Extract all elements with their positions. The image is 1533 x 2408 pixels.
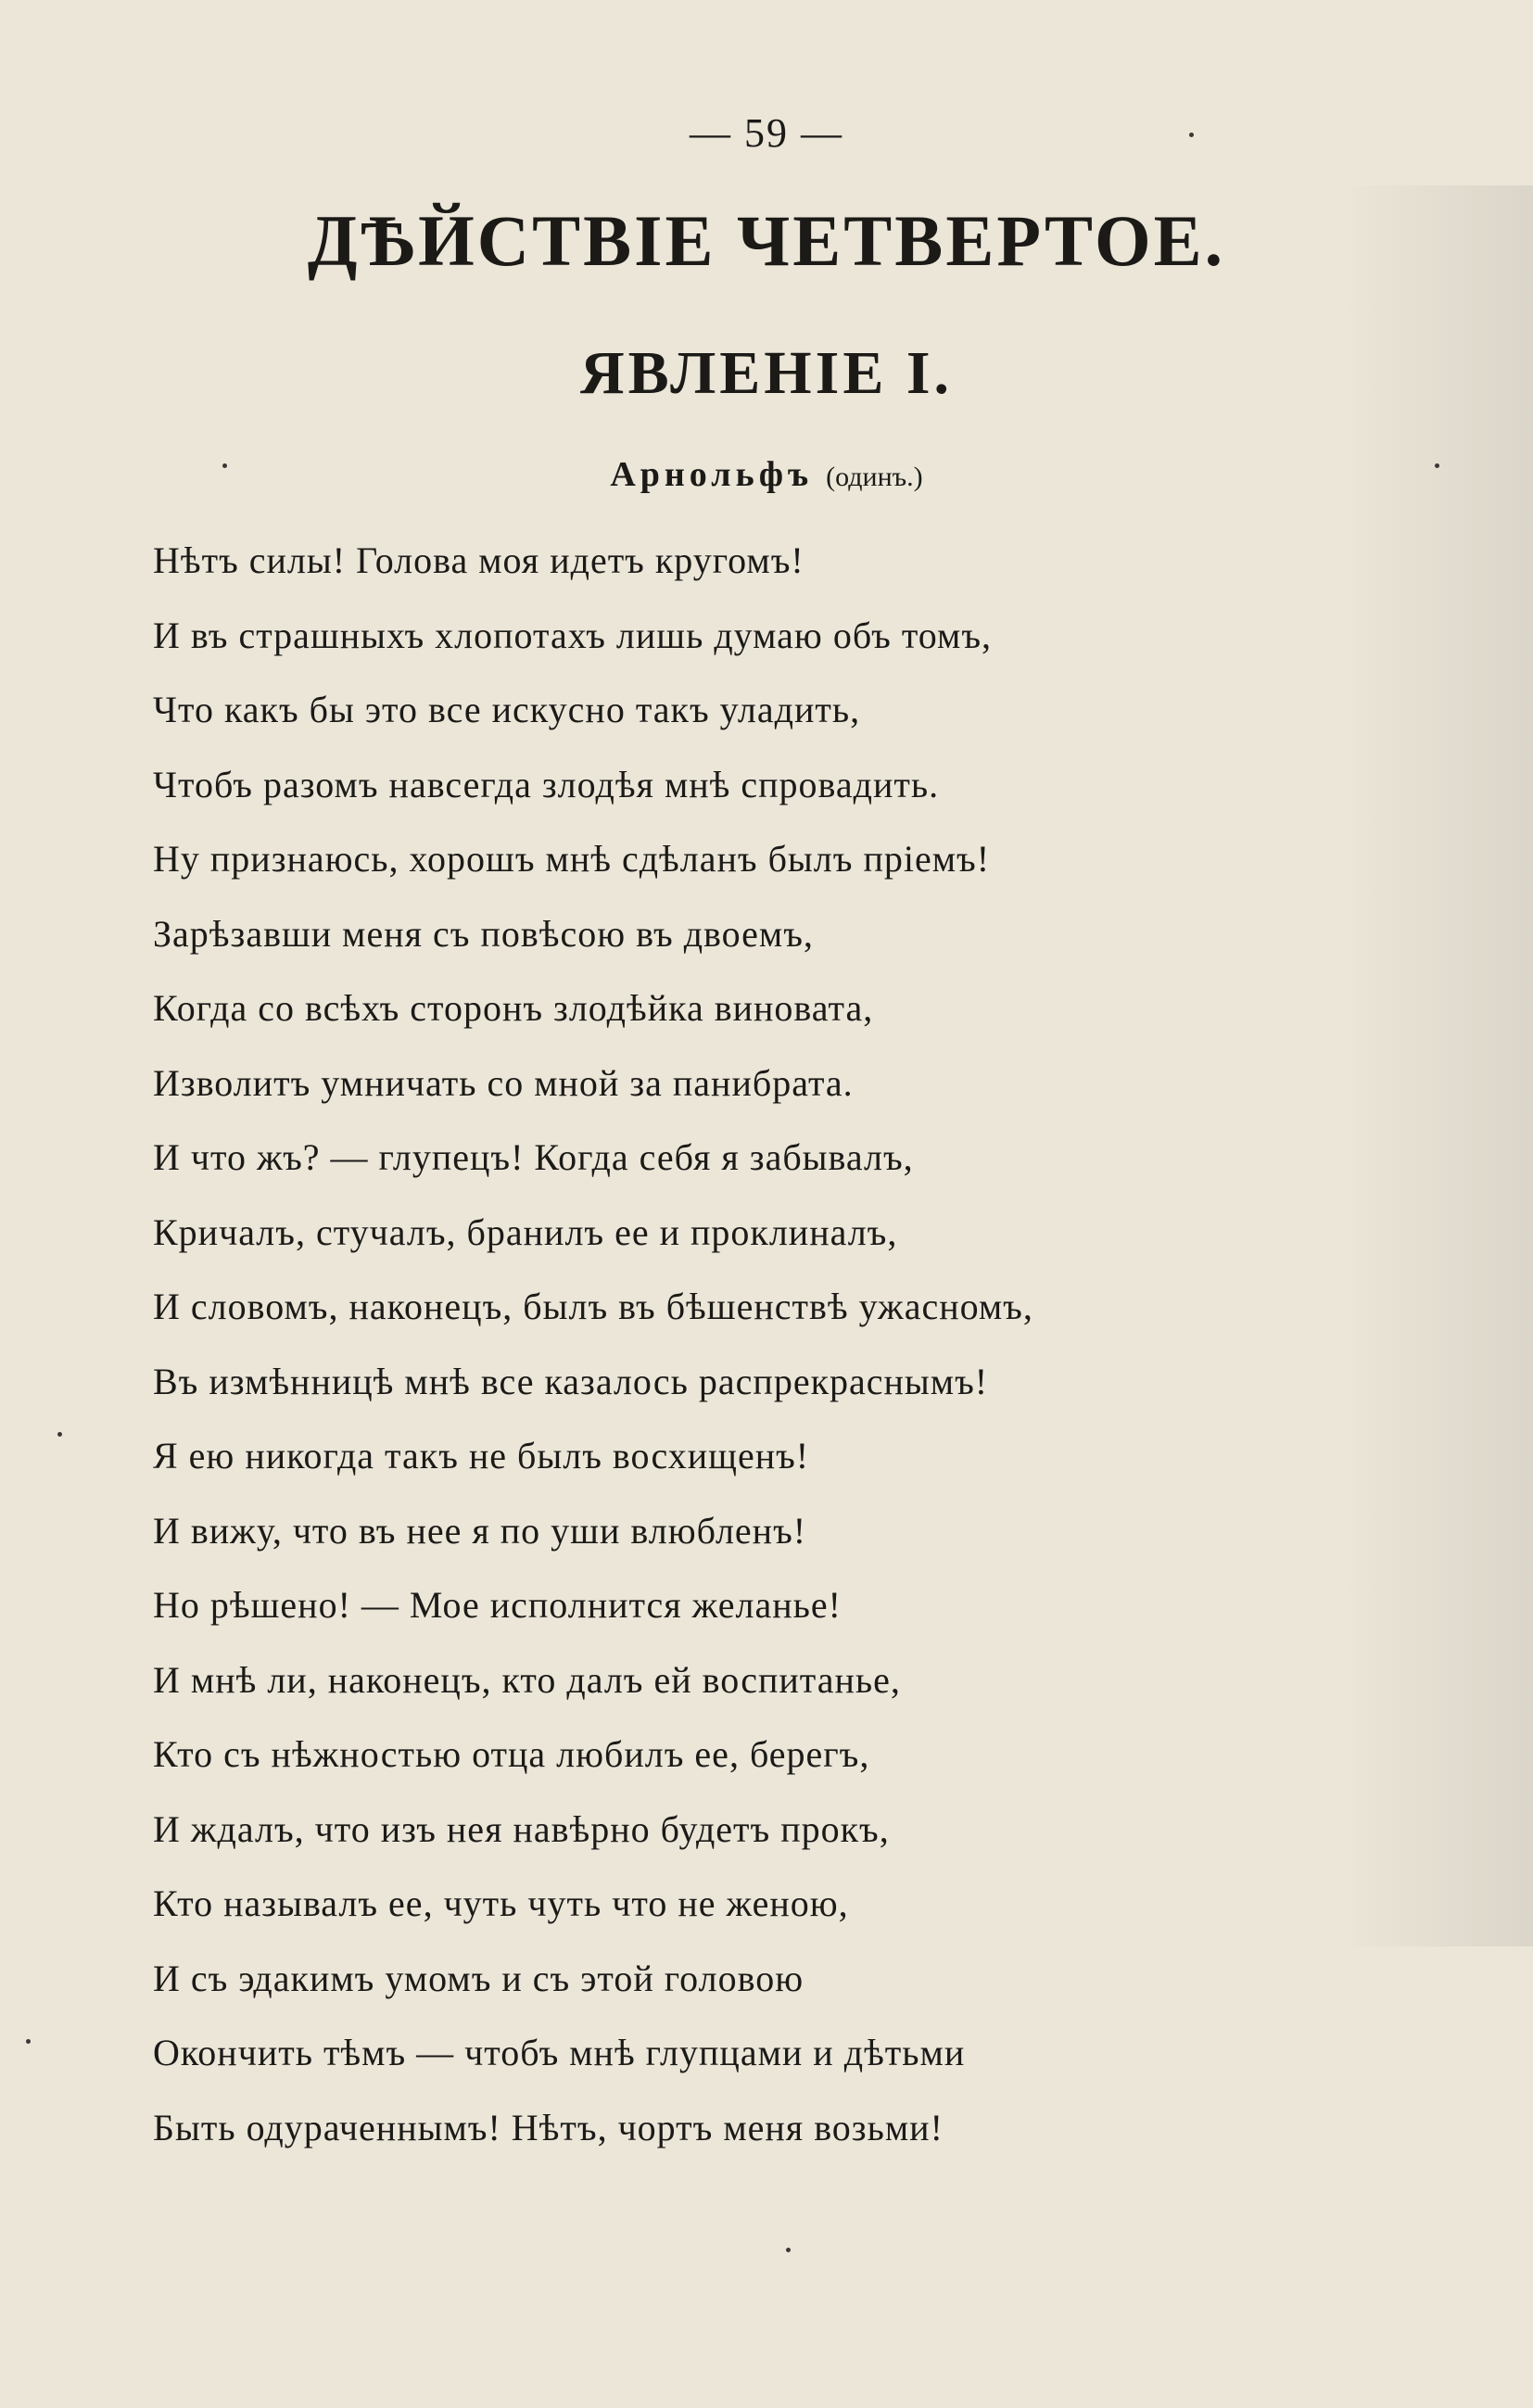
verse-line: И ждалъ, что изъ нея навѣрно будетъ прокъ,	[153, 1807, 890, 1850]
verse-line: Чтобъ разомъ навсегда злодѣя мнѣ спровадить.	[153, 763, 940, 805]
verse-line: Кричалъ, стучалъ, бранилъ ее и проклиналъ,	[153, 1210, 898, 1253]
verse-line: И съ эдакимъ умомъ и съ этой головою	[153, 1957, 805, 1999]
speaker-heading	[0, 454, 1533, 495]
verse-line: И мнѣ ли, наконецъ, кто далъ ей воспитанье,	[153, 1658, 901, 1701]
paper-speck	[26, 2039, 31, 2044]
verse-line: И что жъ? — глупецъ! Когда себя я забывалъ,	[153, 1136, 914, 1178]
verse-line: Зарѣзавши меня съ повѣсою въ двоемъ,	[153, 912, 814, 955]
verse-line: Кто съ нѣжностью отца любилъ ее, берегъ,	[153, 1733, 870, 1775]
verse-line: И въ страшныхъ хлопотахъ лишь думаю объ томъ,	[153, 614, 993, 656]
speaker-name: Арнольфъ	[610, 455, 814, 494]
verse-line: Окончить тѣмъ — чтобъ мнѣ глупцами и дѣтьми	[153, 2032, 966, 2073]
paper-speck	[57, 1432, 62, 1437]
verse-line: Нѣтъ силы! Голова моя идетъ кругомъ!	[153, 539, 805, 581]
verse-line: И словомъ, наконецъ, былъ въ бѣшенствѣ ужасномъ,	[153, 1286, 1033, 1327]
verse-line: Изволитъ умничать со мной за панибрата.	[153, 1061, 854, 1104]
paper-speck	[222, 463, 227, 468]
scene-title: ЯВЛЕНІЕ I.	[579, 339, 954, 407]
verse-line: Кто называлъ ее, чуть чуть что не женою,	[153, 1882, 849, 1924]
verse-line: Когда со всѣхъ сторонъ злодѣйка виновата,	[153, 987, 874, 1029]
verse-line: Ну признаюсь, хорошъ мнѣ сдѣланъ былъ пріемъ!	[153, 838, 991, 880]
verse-line: Въ измѣнницѣ мнѣ все казалось распрекраснымъ!	[153, 1360, 989, 1402]
paper-speck	[1435, 463, 1439, 468]
page-number: — 59 —	[690, 110, 843, 156]
verse-line: Что какъ бы это все искусно такъ уладить,	[153, 689, 861, 730]
verse-block	[153, 524, 1376, 2165]
verse-line: Но рѣшено! — Мое исполнится желанье!	[153, 1584, 842, 1626]
stage-direction: (одинъ.)	[826, 462, 923, 492]
act-title: ДѢЙСТВІЕ ЧЕТВЕРТОЕ.	[307, 200, 1226, 281]
verse-line: И вижу, что въ нее я по уши влюбленъ!	[153, 1509, 807, 1552]
paper-speck	[1189, 133, 1194, 137]
verse-line: Быть одураченнымъ! Нѣтъ, чортъ меня возьми!	[153, 2106, 944, 2148]
paper-speck	[786, 2248, 791, 2252]
verse-line: Я ею никогда такъ не былъ восхищенъ!	[153, 1435, 810, 1476]
